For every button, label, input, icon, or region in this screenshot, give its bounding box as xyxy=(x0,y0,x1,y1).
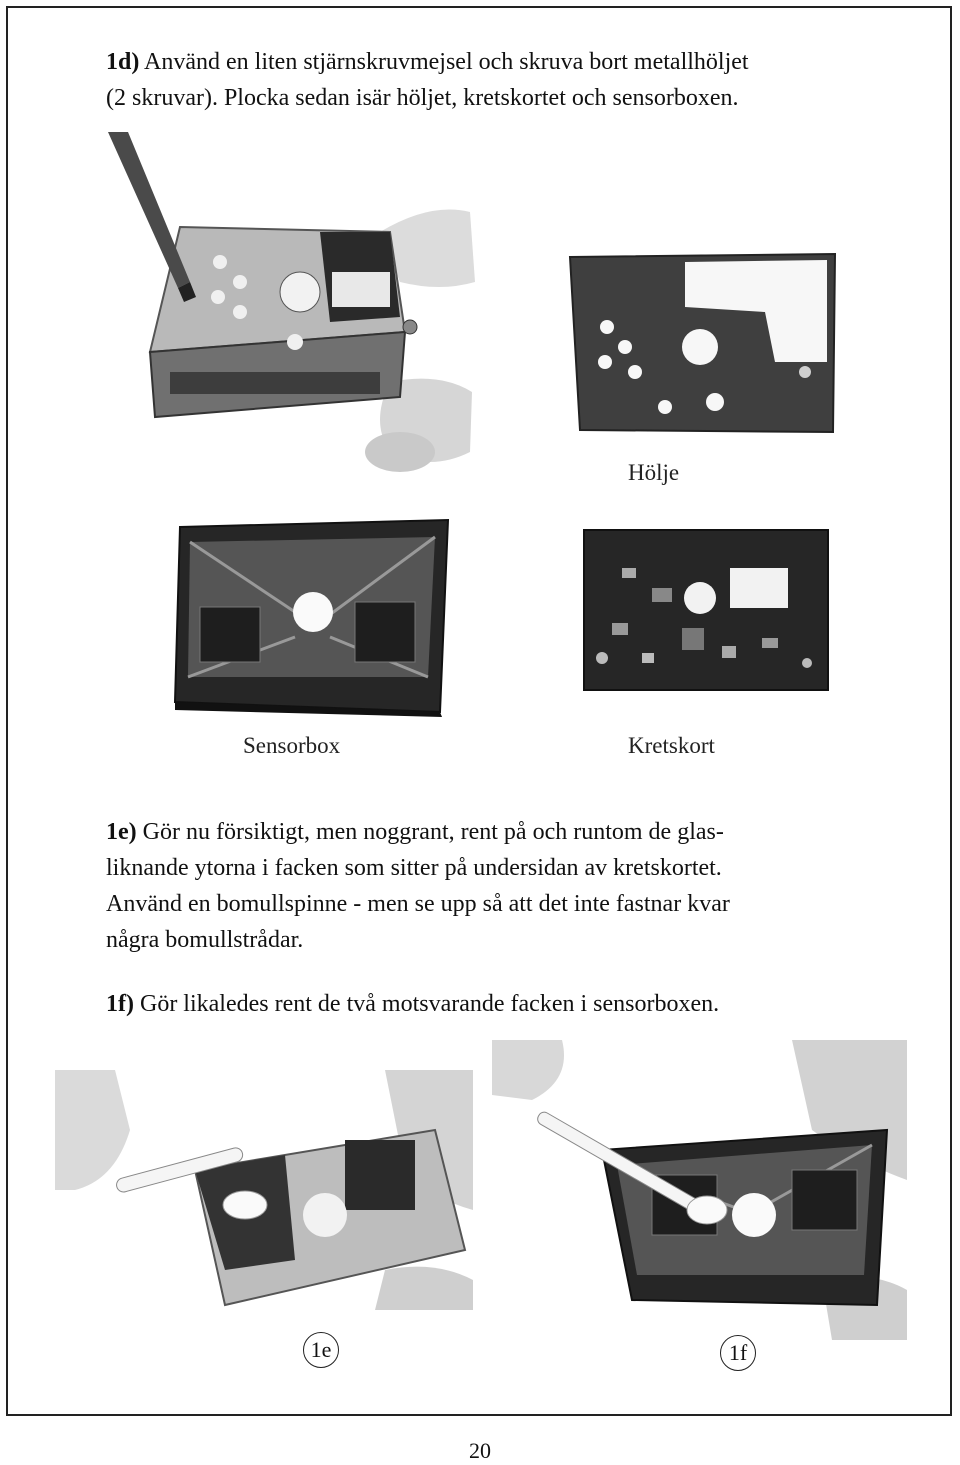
photo-holje xyxy=(565,252,840,437)
caption-holje: Hölje xyxy=(628,460,680,485)
step-1d-label: 1d) xyxy=(106,49,140,75)
step-1e-text-line1: Gör nu försiktigt, men noggrant, rent på och runtom de glas- xyxy=(142,819,724,845)
step-1e-label: 1e) xyxy=(106,819,137,845)
photo-screwdriver-sensor xyxy=(100,132,480,497)
step-1f-label: 1f) xyxy=(106,991,134,1017)
photo-sensorbox xyxy=(170,512,455,717)
step-1f-paragraph xyxy=(106,986,896,1022)
photo-cleaning-sensorbox xyxy=(492,1040,907,1340)
photo-label-1e: 1e xyxy=(303,1332,339,1368)
step-1e-text-line2: liknande ytorna i facken som sitter på undersidan av kretskortet. xyxy=(106,855,722,881)
photo-cleaning-kretskort xyxy=(55,1070,473,1310)
photo-label-1f: 1f xyxy=(720,1335,756,1371)
caption-sensorbox: Sensorbox xyxy=(243,733,341,758)
page-number: 20 xyxy=(469,1438,491,1463)
step-1f-text-line1: Gör likaledes rent de två motsvarande facken i sensorboxen. xyxy=(139,991,720,1017)
step-1e-text-line3: Använd en bomullspinne - men se upp så att det inte fastnar kvar xyxy=(106,891,730,917)
step-1d-text-line1: Använd en liten stjärnskruvmejsel och skruva bort metallhöljet xyxy=(144,49,749,75)
step-1d-paragraph xyxy=(106,44,866,116)
step-1e-paragraph xyxy=(106,814,896,958)
step-1e-text-line4: några bomullstrådar. xyxy=(106,927,304,953)
caption-kretskort: Kretskort xyxy=(628,733,715,758)
photo-kretskort xyxy=(582,528,830,693)
step-1d-text-line2: (2 skruvar). Plocka sedan isär höljet, kretskortet och sensorboxen. xyxy=(106,85,739,111)
